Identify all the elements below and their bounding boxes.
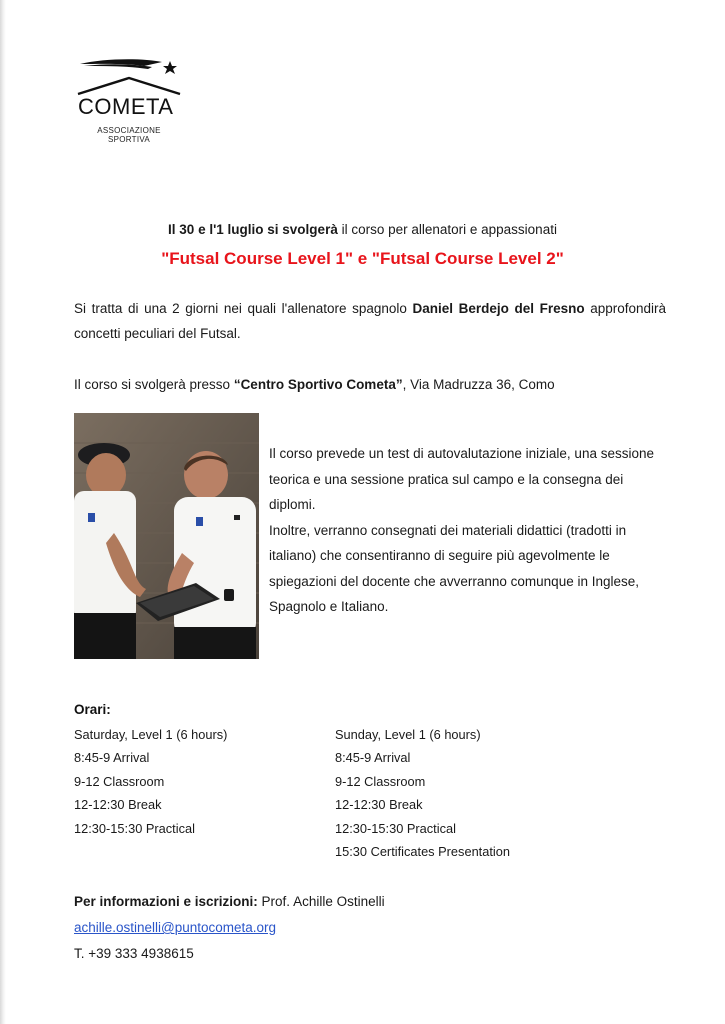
coach-paragraph-end: approfondirà concetti peculiari del Futsal. (74, 301, 666, 341)
intro-dates: Il 30 e l'1 luglio si svolgerà (168, 222, 338, 237)
saturday-schedule (74, 726, 334, 843)
contact-person: Prof. Achille Ostinelli (257, 894, 385, 909)
venue-paragraph-start: Il corso si svolgerà presso (74, 377, 234, 392)
schedule-row: 8:45-9 Arrival (74, 750, 150, 766)
schedule-row: 9-12 Classroom (74, 773, 165, 789)
coaches-photo (74, 413, 259, 659)
schedule-row: 8:45-9 Arrival (335, 750, 411, 766)
sunday-schedule (335, 726, 595, 866)
page-edge-shadow (0, 0, 6, 1024)
schedule-row: Saturday, Level 1 (6 hours) (74, 727, 228, 742)
schedule-title: Orari: (74, 702, 111, 717)
coach-paragraph (74, 296, 666, 346)
schedule-row: 12-12:30 Break (74, 797, 162, 813)
contact-email-link[interactable]: achille.ostinelli@puntocometa.org (74, 920, 277, 935)
logo-subtitle-line1: ASSOCIAZIONE (97, 126, 161, 135)
course-description (269, 441, 669, 620)
schedule-row: 9-12 Classroom (335, 773, 426, 789)
contact-phone: T. +39 333 4938615 (74, 946, 194, 961)
venue-address: , Via Madruzza 36, Como (402, 377, 555, 392)
logo-wordmark: COMETA (78, 94, 174, 119)
intro-text: il corso per allenatori e appassionati (337, 222, 557, 237)
schedule-row: 15:30 Certificates Presentation (335, 843, 510, 859)
contact-email-line (74, 919, 674, 945)
cometa-logo (74, 54, 184, 146)
logo-subtitle (74, 126, 184, 144)
venue-name: “Centro Sportivo Cometa” (233, 377, 403, 392)
comet-roof-icon (74, 54, 184, 99)
schedule-row: 12-12:30 Break (335, 797, 423, 813)
logo-subtitle-line2: SPORTIVA (107, 135, 151, 144)
contact-label: Per informazioni e iscrizioni: (74, 894, 258, 909)
venue-paragraph (74, 372, 666, 397)
course-headline: "Futsal Course Level 1" e "Futsal Course Level 2" (161, 249, 564, 268)
course-description-part2: Inoltre, verranno consegnati dei materiali didattici (tradotti in italiano) che consentiranno di seguire più agevolmente le spiegazioni del docente che avverranno comunque in Inglese, Spagnolo e Italiano. (269, 522, 639, 614)
schedule-row: 12:30-15:30 Practical (74, 820, 195, 836)
intro-line (0, 222, 725, 237)
contact-line (74, 893, 674, 919)
coach-name: Daniel Berdejo del Fresno (412, 301, 585, 316)
coach-paragraph-start: Si tratta di una 2 giorni nei quali l'allenatore spagnolo (74, 301, 413, 316)
coaches-photo-illustration (74, 413, 259, 659)
contact-block (74, 893, 674, 971)
course-description-part1: Il corso prevede un test di autovalutazione iniziale, una sessione teorica e una sessione pratica sul campo e la consegna dei diplomi. (269, 446, 654, 512)
schedule-row: Sunday, Level 1 (6 hours) (335, 727, 481, 742)
schedule-row: 12:30-15:30 Practical (335, 820, 456, 836)
